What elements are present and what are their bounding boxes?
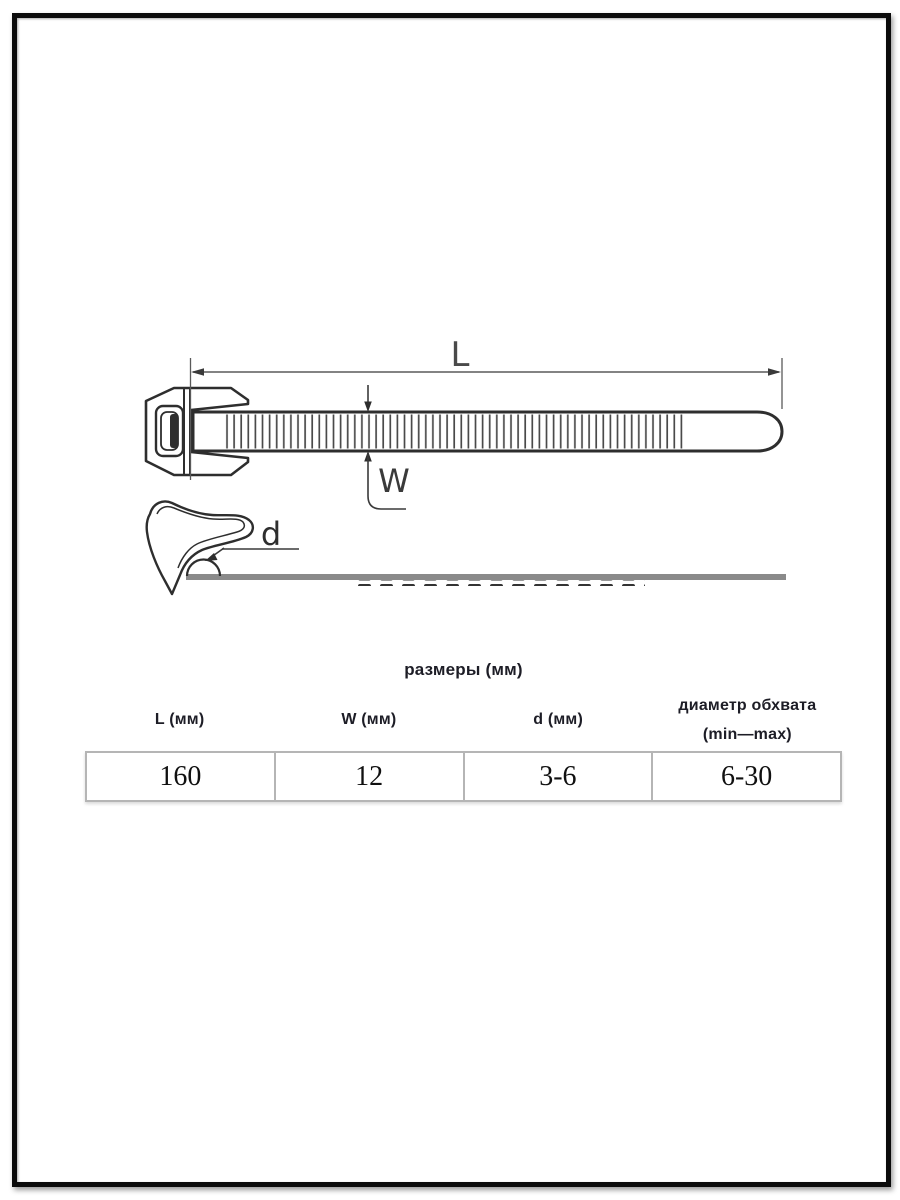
spec-table-header-row [85, 695, 842, 745]
w-dimension-label: W [378, 462, 410, 500]
header-grip-diameter [653, 697, 842, 744]
strap-entry-arc [187, 560, 220, 577]
value-tooth: 3-6 [463, 753, 652, 800]
value-width: 12 [274, 753, 463, 800]
strap-side-view [186, 574, 786, 586]
header-tooth: d (мм) [533, 711, 583, 728]
header-width: W (мм) [341, 711, 397, 728]
value-length: 160 [159, 760, 202, 792]
header-grip-diameter-line1: диаметр обхвата [678, 696, 817, 714]
strap-serrations [224, 415, 686, 449]
l-dimension-label: L [450, 335, 470, 375]
w-arrow-down [364, 402, 372, 413]
tie-head-side-view [147, 501, 253, 594]
l-dimension [191, 335, 783, 480]
strap-side-teeth [358, 580, 645, 586]
spec-table-title: размеры (мм) [404, 660, 523, 679]
strap-top-view [193, 412, 782, 451]
spec-table-value-row [85, 751, 842, 802]
l-arrow-left [191, 368, 204, 376]
header-length: L (мм) [154, 711, 205, 728]
spec-table [85, 660, 842, 802]
header-grip-diameter-line2: (min—max) [702, 725, 792, 743]
value-grip-diameter: 6-30 [651, 753, 840, 800]
strap-side-bar [186, 574, 786, 580]
d-dimension-label: d [260, 515, 282, 553]
l-arrow-right [768, 368, 781, 376]
